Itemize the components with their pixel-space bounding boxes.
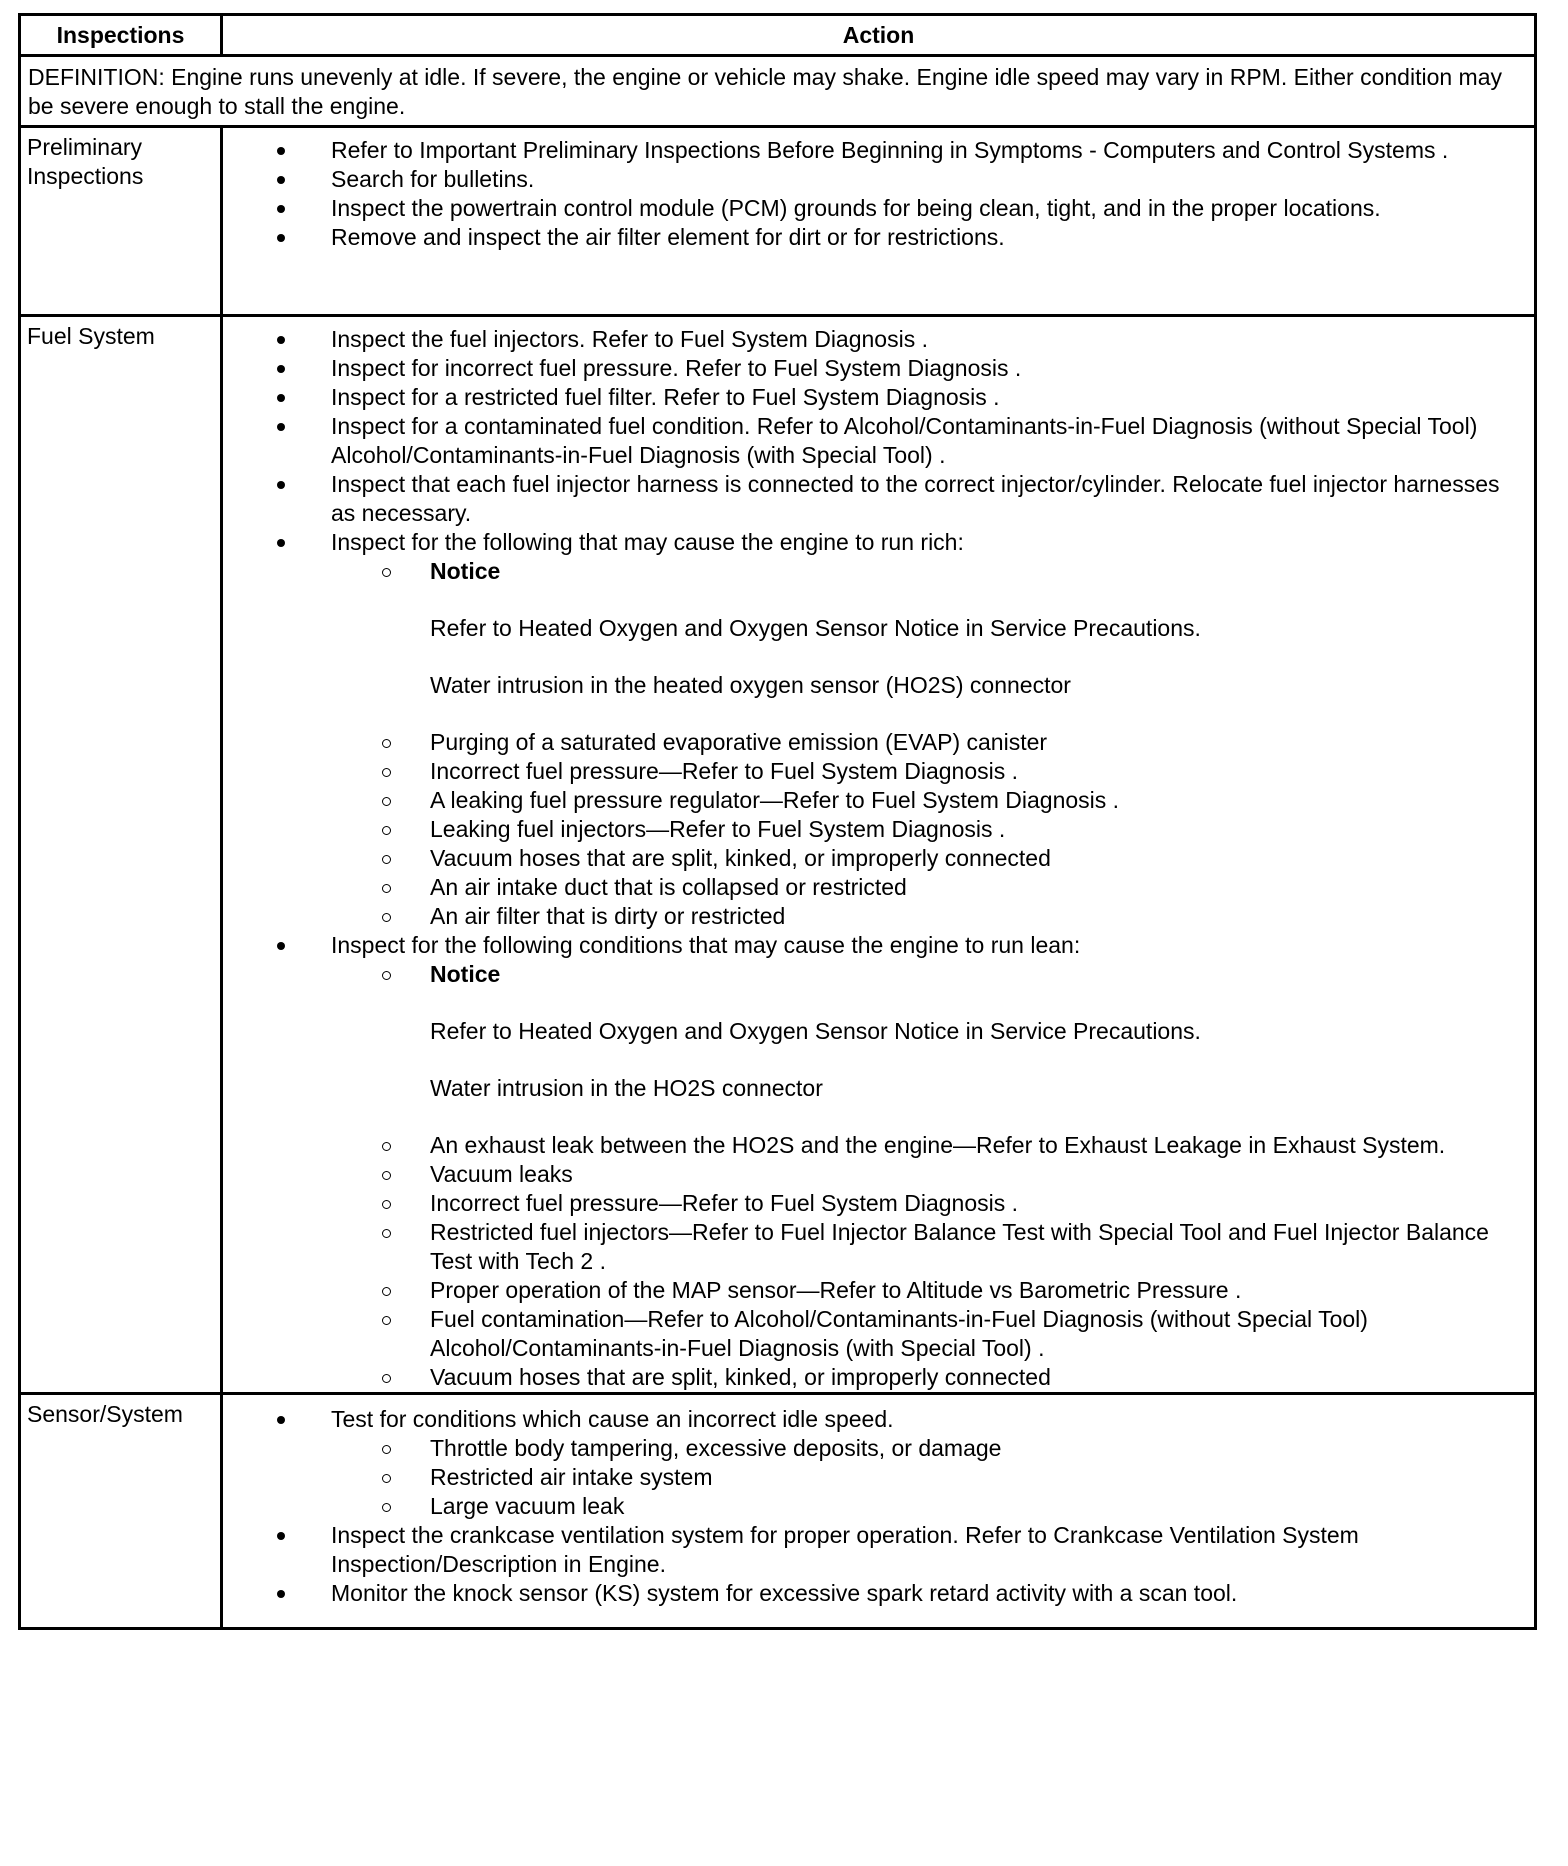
notice-title: Notice bbox=[430, 558, 501, 584]
list-item: Inspect that each fuel injector harness is connected to the correct injector/cylinder. Relocate fuel injector harnesses as necessary. bbox=[223, 470, 1526, 528]
rich-item bbox=[223, 528, 1526, 931]
rich-text: Inspect for the following that may cause the engine to run rich: bbox=[331, 529, 964, 555]
notice-title: Notice bbox=[430, 961, 501, 987]
sub-list-item: Restricted fuel injectors—Refer to Fuel Injector Balance Test with Special Tool and Fuel Injector Balance Test with Tech 2 . bbox=[330, 1218, 1526, 1276]
sub-list-item: An exhaust leak between the HO2S and the engine—Refer to Exhaust Leakage in Exhaust System. bbox=[330, 1131, 1526, 1160]
list-item: Inspect for a restricted fuel filter. Refer to Fuel System Diagnosis . bbox=[223, 383, 1526, 412]
notice-text: Water intrusion in the HO2S connector bbox=[430, 1075, 823, 1101]
definition-text: DEFINITION: Engine runs unevenly at idle. If severe, the engine or vehicle may shake. Engine idle speed may vary in RPM. Either condition may be severe enough to stall the engine. bbox=[20, 56, 1536, 127]
list-item: Inspect the crankcase ventilation system for proper operation. Refer to Crankcase Ventilation System Inspection/Description in Engine. bbox=[223, 1521, 1526, 1579]
sub-list-item: Restricted air intake system bbox=[330, 1463, 1526, 1492]
sub-list-item: Vacuum hoses that are split, kinked, or improperly connected bbox=[330, 1363, 1526, 1392]
list-item: Search for bulletins. bbox=[223, 165, 1526, 194]
fuel-label: Fuel System bbox=[20, 316, 222, 1394]
sensor-row bbox=[20, 1394, 1536, 1629]
lean-text: Inspect for the following conditions that may cause the engine to run lean: bbox=[331, 932, 1081, 958]
sub-list-item: Fuel contamination—Refer to Alcohol/Contaminants-in-Fuel Diagnosis (without Special Tool) Alcohol/Contaminants-in-Fuel Diagnosis (with Special Tool) . bbox=[330, 1305, 1526, 1363]
fuel-row bbox=[20, 316, 1536, 1394]
sensor-label: Sensor/System bbox=[20, 1394, 222, 1629]
sub-list-item: Throttle body tampering, excessive deposits, or damage bbox=[330, 1434, 1526, 1463]
sub-list-item: Incorrect fuel pressure—Refer to Fuel System Diagnosis . bbox=[330, 757, 1526, 786]
preliminary-actions bbox=[222, 127, 1536, 316]
sub-list-item: Vacuum leaks bbox=[330, 1160, 1526, 1189]
notice-text: Refer to Heated Oxygen and Oxygen Sensor Notice in Service Precautions. bbox=[430, 1018, 1201, 1044]
header-row bbox=[20, 15, 1536, 56]
rich-notice bbox=[330, 557, 1526, 700]
sensor-actions bbox=[222, 1394, 1536, 1629]
lean-notice bbox=[330, 960, 1526, 1103]
idle-item bbox=[223, 1405, 1526, 1521]
sub-list-item: An air filter that is dirty or restricted bbox=[330, 902, 1526, 931]
fuel-actions bbox=[222, 316, 1536, 1394]
notice-text: Refer to Heated Oxygen and Oxygen Sensor Notice in Service Precautions. bbox=[430, 615, 1201, 641]
sub-list-item: Incorrect fuel pressure—Refer to Fuel System Diagnosis . bbox=[330, 1189, 1526, 1218]
sub-list-item: Proper operation of the MAP sensor—Refer to Altitude vs Barometric Pressure . bbox=[330, 1276, 1526, 1305]
sub-list-item: Leaking fuel injectors—Refer to Fuel System Diagnosis . bbox=[330, 815, 1526, 844]
header-action: Action bbox=[222, 15, 1536, 56]
inspection-table bbox=[18, 13, 1537, 1630]
sub-list-item: Vacuum hoses that are split, kinked, or improperly connected bbox=[330, 844, 1526, 873]
definition-row bbox=[20, 56, 1536, 127]
preliminary-label: Preliminary Inspections bbox=[20, 127, 222, 316]
preliminary-row bbox=[20, 127, 1536, 316]
header-inspections: Inspections bbox=[20, 15, 222, 56]
list-item: Remove and inspect the air filter element for dirt or for restrictions. bbox=[223, 223, 1526, 252]
notice-text: Water intrusion in the heated oxygen sensor (HO2S) connector bbox=[430, 672, 1071, 698]
sub-list-item: Large vacuum leak bbox=[330, 1492, 1526, 1521]
list-item: Inspect for incorrect fuel pressure. Refer to Fuel System Diagnosis . bbox=[223, 354, 1526, 383]
list-item: Inspect for a contaminated fuel condition. Refer to Alcohol/Contaminants-in-Fuel Diagnosis (without Special Tool) Alcohol/Contaminants-in-Fuel Diagnosis (with Special Tool) . bbox=[223, 412, 1526, 470]
list-item: Inspect the fuel injectors. Refer to Fuel System Diagnosis . bbox=[223, 325, 1526, 354]
list-item: Inspect the powertrain control module (PCM) grounds for being clean, tight, and in the proper locations. bbox=[223, 194, 1526, 223]
sub-list-item: A leaking fuel pressure regulator—Refer to Fuel System Diagnosis . bbox=[330, 786, 1526, 815]
sub-list-item: Purging of a saturated evaporative emission (EVAP) canister bbox=[330, 728, 1526, 757]
lean-item bbox=[223, 931, 1526, 1392]
list-item: Monitor the knock sensor (KS) system for excessive spark retard activity with a scan tool. bbox=[223, 1579, 1526, 1608]
sub-list-item: An air intake duct that is collapsed or restricted bbox=[330, 873, 1526, 902]
idle-text: Test for conditions which cause an incorrect idle speed. bbox=[331, 1406, 894, 1432]
list-item: Refer to Important Preliminary Inspections Before Beginning in Symptoms - Computers and Control Systems . bbox=[223, 136, 1526, 165]
